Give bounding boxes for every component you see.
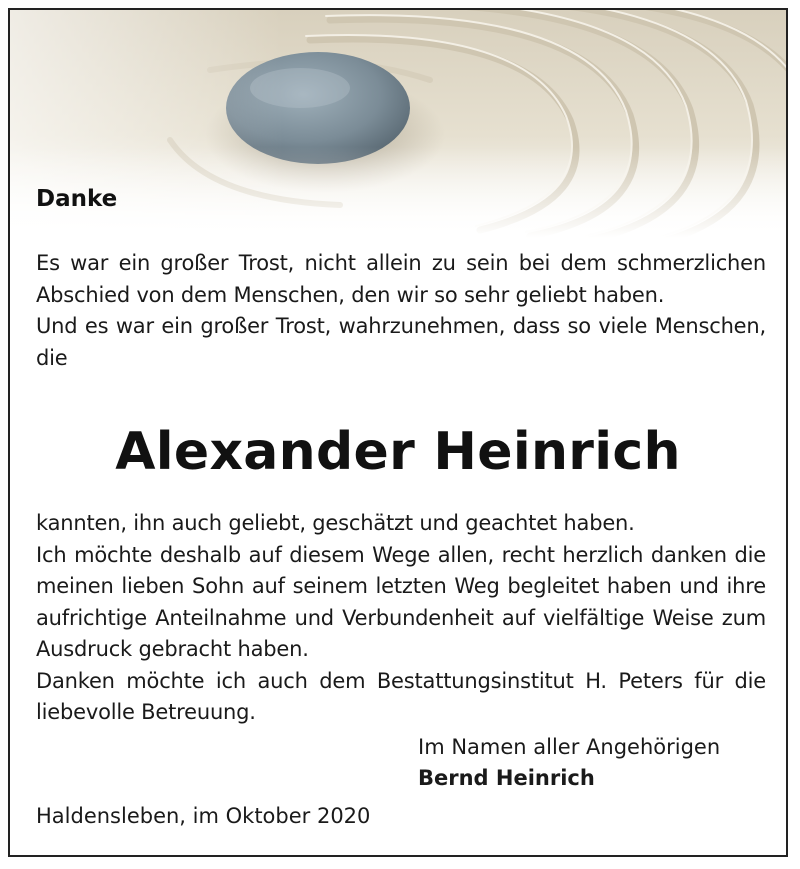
intro-text bbox=[36, 248, 766, 374]
place-date: Haldensleben, im Oktober 2020 bbox=[36, 804, 371, 828]
obituary-card bbox=[8, 8, 788, 857]
body-text bbox=[36, 508, 766, 729]
body-paragraph: kannten, ihn auch geliebt, geschätzt und geachtet haben. bbox=[36, 511, 635, 535]
zen-stone-sand-icon bbox=[10, 10, 786, 238]
intro-paragraph: Es war ein großer Trost, nicht allein zu sein bei dem schmerzlichen Abschied von dem Menschen, den wir so sehr geliebt haben. bbox=[36, 251, 766, 307]
body-paragraph: Ich möchte deshalb auf diesem Wege allen, recht herzlich danken die meinen lieben Sohn auf seinem letzten Weg begleitet haben und ihre aufrichtige Anteilnahme und Verbundenheit auf vielfältige Weise zum Ausdruck gebracht haben. bbox=[36, 542, 766, 661]
signature-block bbox=[418, 732, 720, 794]
body-paragraph: Danken möchte ich auch dem Bestattungsinstitut H. Peters für die liebevolle Betreuung. bbox=[36, 668, 766, 724]
heading-danke: Danke bbox=[36, 186, 118, 212]
intro-paragraph: Und es war ein großer Trost, wahrzunehmen, dass so viele Menschen, die bbox=[36, 314, 766, 370]
closing-line: Im Namen aller Angehörigen bbox=[418, 735, 721, 759]
deceased-name: Alexander Heinrich bbox=[115, 422, 681, 482]
signer-name: Bernd Heinrich bbox=[418, 766, 595, 790]
